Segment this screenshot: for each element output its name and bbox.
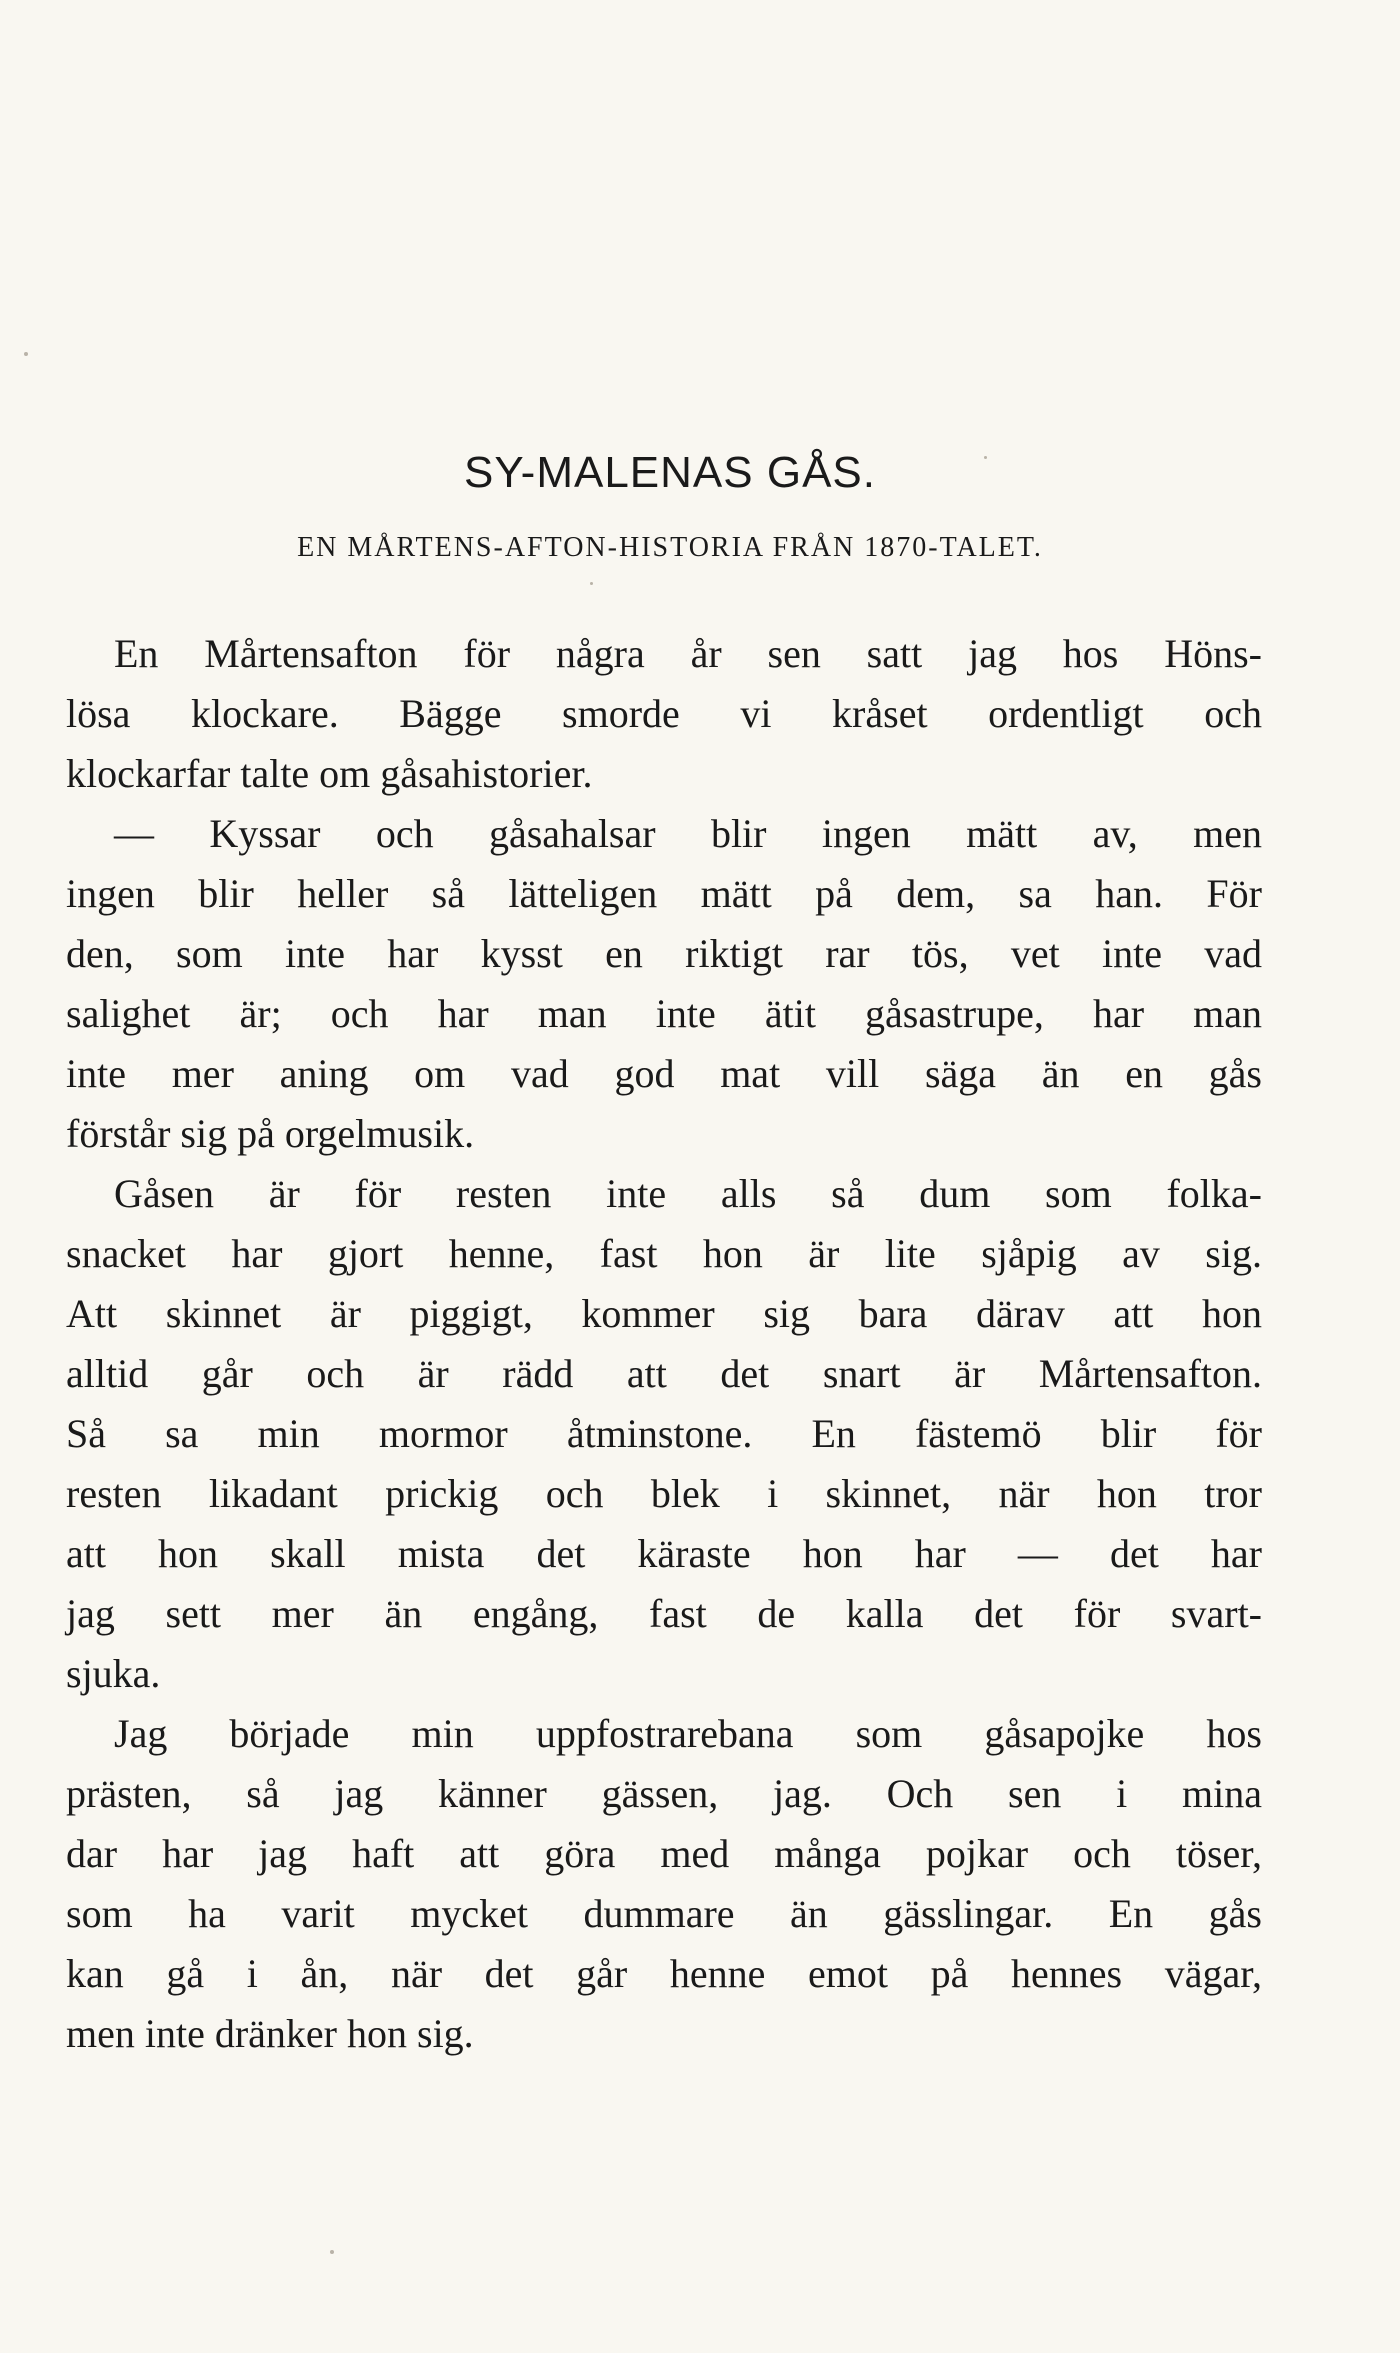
text-line: resten likadant prickig och blek i skinnet, när hon tror: [66, 1471, 1262, 1516]
text-line: jag sett mer än engång, fast de kalla det för svart-: [66, 1591, 1262, 1636]
chapter-title: SY-MALENAS GÅS.: [464, 448, 876, 497]
text-line: alltid går och är rädd att det snart är Mårtensafton.: [66, 1351, 1262, 1396]
text-line: Jag började min uppfostrarebana som gåsapojke hos: [114, 1711, 1262, 1756]
text-line: Gåsen är för resten inte alls så dum som folka-: [114, 1171, 1262, 1216]
text-line: — Kyssar och gåsahalsar blir ingen mätt av, men: [114, 811, 1262, 856]
text-line: som ha varit mycket dummare än gässlingar. En gås: [66, 1891, 1262, 1936]
paper-speck: [24, 352, 28, 356]
paragraph: [66, 804, 1262, 1164]
chapter-body: [66, 624, 1262, 2064]
text-line: En Mårtensafton för några år sen satt jag hos Höns-: [114, 631, 1262, 676]
text-line: sjuka.: [66, 1651, 161, 1696]
text-line: lösa klockare. Bägge smorde vi kråset ordentligt och: [66, 691, 1262, 736]
paper-speck: [984, 456, 987, 459]
paragraph: [66, 1164, 1262, 1704]
text-line: salighet är; och har man inte ätit gåsastrupe, har man: [66, 991, 1262, 1036]
paper-speck: [590, 582, 593, 585]
paper-speck: [330, 2250, 334, 2254]
text-line: klockarfar talte om gåsahistorier.: [66, 751, 593, 796]
text-line: snacket har gjort henne, fast hon är lite sjåpig av sig.: [66, 1231, 1262, 1276]
text-line: förstår sig på orgelmusik.: [66, 1111, 475, 1156]
paragraph: [66, 624, 1262, 804]
text-line: att hon skall mista det käraste hon har — det har: [66, 1531, 1262, 1576]
text-line: prästen, så jag känner gässen, jag. Och sen i mina: [66, 1771, 1262, 1816]
text-line: men inte dränker hon sig.: [66, 2011, 474, 2056]
text-line: ingen blir heller så lätteligen mätt på dem, sa han. För: [66, 871, 1262, 916]
text-line: inte mer aning om vad god mat vill säga än en gås: [66, 1051, 1262, 1096]
chapter-subtitle: EN MÅRTENS-AFTON-HISTORIA FRÅN 1870-TALET.: [297, 532, 1043, 563]
text-line: Att skinnet är piggigt, kommer sig bara därav att hon: [66, 1291, 1262, 1336]
text-line: dar har jag haft att göra med många pojkar och töser,: [66, 1831, 1262, 1876]
paragraph: [66, 1704, 1262, 2064]
text-line: Så sa min mormor åtminstone. En fästemö blir för: [66, 1411, 1262, 1456]
text-line: kan gå i ån, när det går henne emot på hennes vägar,: [66, 1951, 1262, 1996]
text-line: den, som inte har kysst en riktigt rar tös, vet inte vad: [66, 931, 1262, 976]
